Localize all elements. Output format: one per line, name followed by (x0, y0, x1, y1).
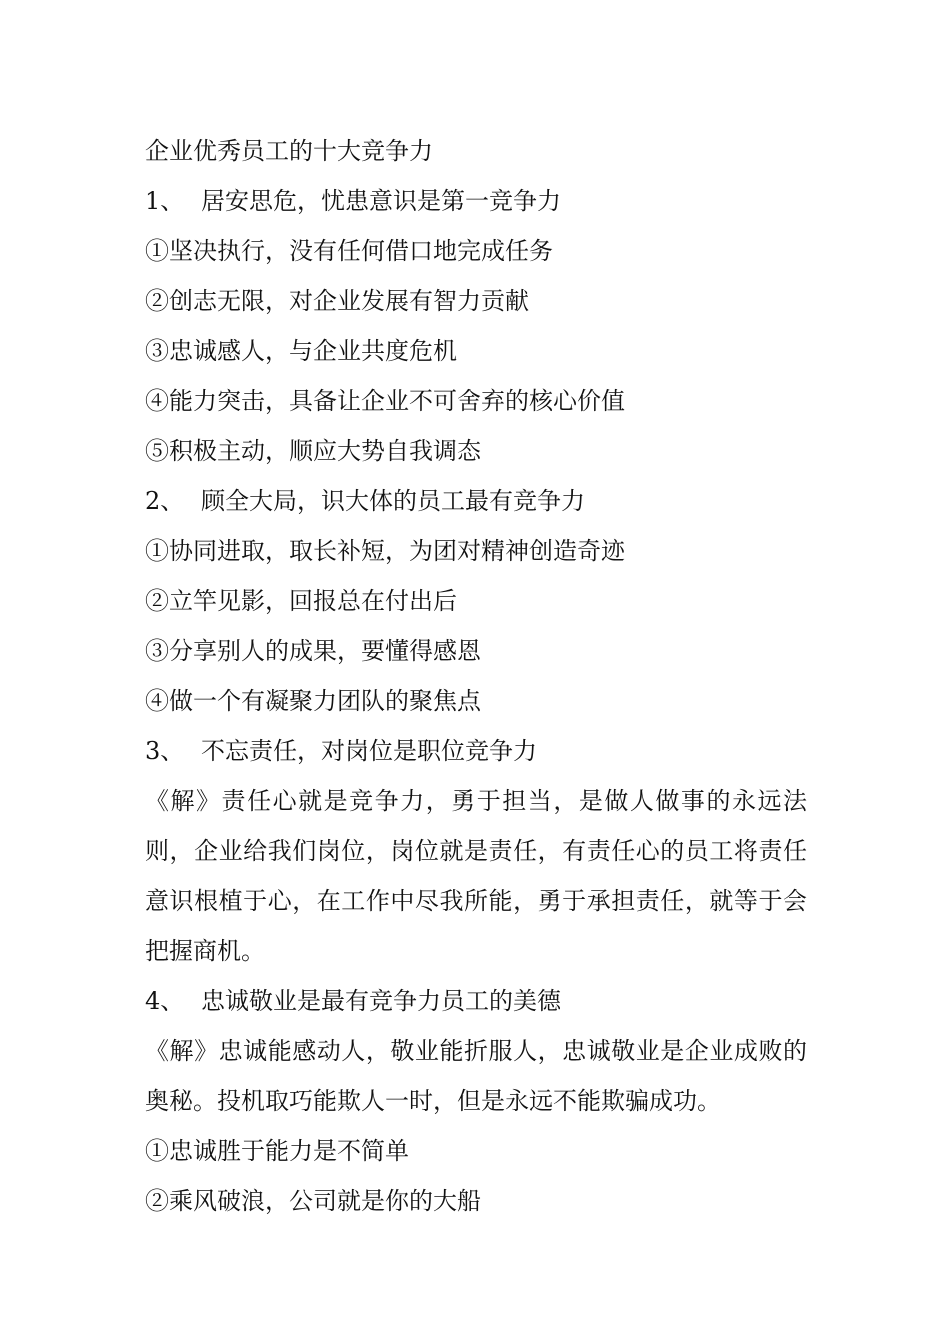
list-item: ③忠诚感人，与企业共度危机 (145, 337, 457, 365)
section-number: 1、 (145, 187, 185, 215)
document-title: 企业优秀员工的十大竞争力 (145, 137, 433, 165)
section-number: 3、 (145, 737, 185, 765)
section-heading-text: 忠诚敬业是最有竞争力员工的美德 (201, 987, 561, 1015)
explanation-paragraph: 《解》忠诚能感动人，敬业能折服人，忠诚敬业是企业成败的奥秘。投机取巧能欺人一时，但是永远不能欺骗成功。 (145, 1037, 807, 1115)
document-body (145, 126, 810, 1226)
list-item: ⑤积极主动，顺应大势自我调态 (145, 437, 481, 465)
section-heading (145, 976, 810, 1026)
section-number: 2、 (145, 487, 185, 515)
section-heading (145, 726, 810, 776)
section-heading (145, 176, 810, 226)
list-item: ②立竿见影，回报总在付出后 (145, 587, 457, 615)
list-item: ③分享别人的成果，要懂得感恩 (145, 637, 481, 665)
list-item: ①坚决执行，没有任何借口地完成任务 (145, 237, 553, 265)
explanation-paragraph: 《解》责任心就是竞争力，勇于担当，是做人做事的永远法则，企业给我们岗位，岗位就是责任，有责任心的员工将责任意识根植于心，在工作中尽我所能，勇于承担责任，就等于会把握商机。 (145, 787, 807, 965)
section-heading-text: 居安思危，忧患意识是第一竞争力 (201, 187, 561, 215)
list-item: ④做一个有凝聚力团队的聚焦点 (145, 687, 481, 715)
section-heading (145, 476, 810, 526)
list-item: ②乘风破浪，公司就是你的大船 (145, 1187, 481, 1215)
list-item: ④能力突击，具备让企业不可舍弃的核心价值 (145, 387, 625, 415)
list-item: ②创志无限，对企业发展有智力贡献 (145, 287, 529, 315)
list-item: ①协同进取，取长补短，为团对精神创造奇迹 (145, 537, 625, 565)
list-item: ①忠诚胜于能力是不简单 (145, 1137, 409, 1165)
section-number: 4、 (145, 987, 185, 1015)
section-heading-text: 顾全大局，识大体的员工最有竞争力 (201, 487, 585, 515)
section-heading-text: 不忘责任，对岗位是职位竞争力 (201, 737, 537, 765)
